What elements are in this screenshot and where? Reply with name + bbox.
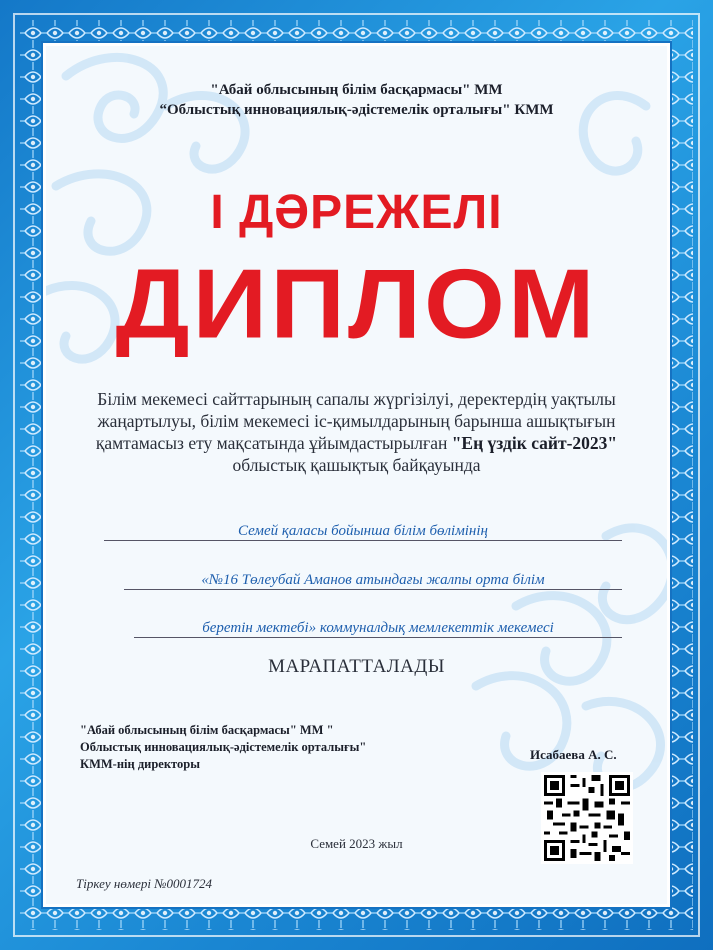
degree-title: І ДӘРЕЖЕЛІ — [210, 186, 503, 239]
header-line-1: "Абай облысының білім басқармасы" ММ — [210, 82, 503, 98]
header-line-2: “Облыстық инновациялық-әдістемелік орталығы" КММ — [159, 102, 554, 118]
place-and-date: Семей 2023 жыл — [310, 836, 403, 851]
contest-name: "Ең үздік сайт-2023" — [451, 433, 618, 453]
diploma-title: ДИПЛОМ — [115, 248, 598, 360]
recipient-line-3: беретін мектебі» коммуналдық мемлекеттік мекемесі — [134, 620, 622, 638]
registration-number: Тіркеу нөмері №0001724 — [76, 876, 213, 891]
recipient-line-2: «№16 Төлеубай Аманов атындағы жалпы орта білім — [124, 572, 622, 590]
signatory-name: Исабаева А. С. — [530, 747, 617, 762]
recipient-line-1: Семей қаласы бойынша білім бөлімінің — [104, 523, 622, 541]
signatory-line-3: КММ-нің директоры — [80, 757, 200, 771]
diploma-content — [46, 46, 667, 904]
signatory-line-2: Облыстық инновациялық-әдістемелік орталығы" — [80, 740, 367, 754]
signatory-line-1: "Абай облысының білім басқармасы" ММ " — [80, 723, 334, 737]
signatory-title — [80, 722, 366, 773]
description-text-after: облыстық қашықтық байқауында — [232, 455, 481, 475]
awarded-label: МАРАПАТТАЛАДЫ — [268, 656, 445, 677]
description-text-before: Білім мекемесі сайттарының сапалы жүргізілуі, деректердің уақтылы жаңартылуы, білім мекемесі іс-қимылдарының барынша ашықтығын қамтамасыз ету мақсатында ұйымдастырылған — [95, 389, 616, 453]
award-description — [86, 388, 627, 476]
